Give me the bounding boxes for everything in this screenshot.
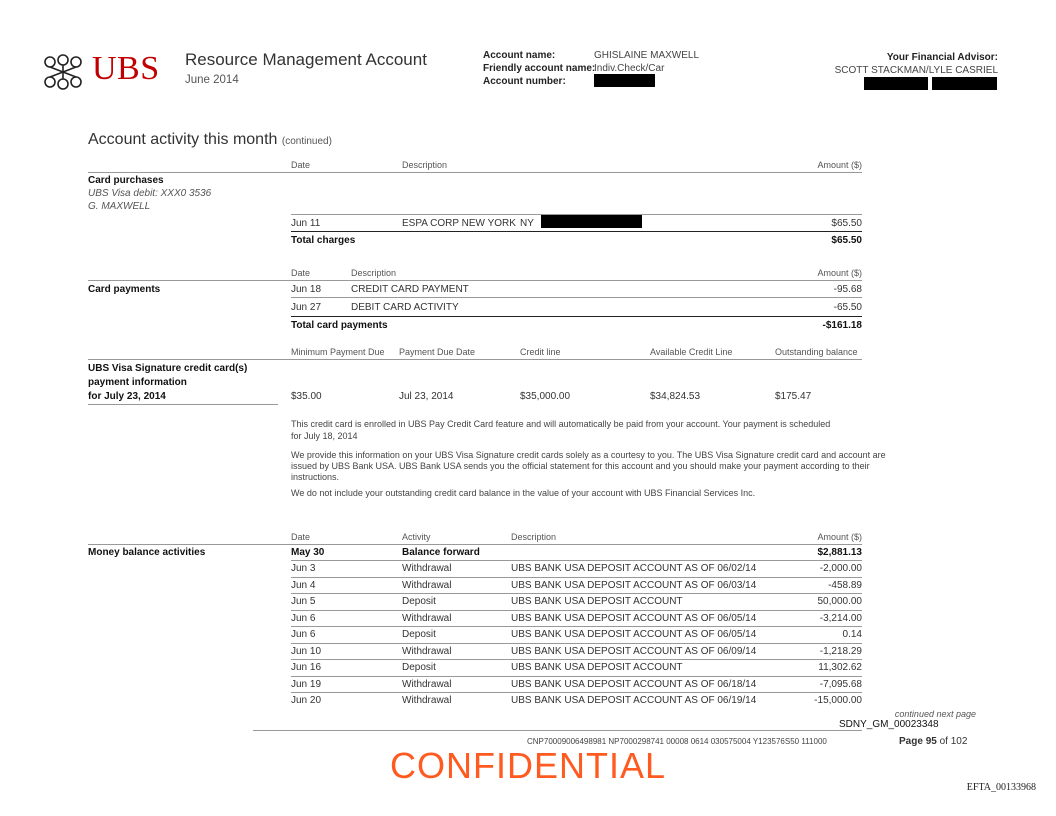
- table-row: Jun 27: [291, 302, 322, 313]
- cp-col-date: Date: [291, 160, 311, 170]
- table-row: Withdrawal: [402, 563, 452, 574]
- cp-col-amount: Amount ($): [817, 160, 862, 170]
- footer-rule: [253, 730, 862, 731]
- cp-row-redaction: [541, 215, 642, 228]
- table-row: -1,218.29: [819, 645, 862, 657]
- table-row: Withdrawal: [402, 579, 452, 591]
- account-name-value: GHISLAINE MAXWELL: [594, 50, 700, 61]
- page-word: Page: [899, 736, 923, 747]
- table-row: -458.89: [828, 579, 862, 591]
- advisor-value: SCOTT STACKMAN/LYLE CASRIEL: [834, 65, 998, 76]
- table-row: UBS BANK USA DEPOSIT ACCOUNT: [511, 596, 683, 607]
- visa-note-2c: instructions.: [291, 472, 340, 482]
- table-row: 0.14: [842, 629, 862, 640]
- table-row: DEBIT CARD ACTIVITY: [351, 302, 459, 313]
- statement-title: Resource Management Account: [185, 50, 427, 69]
- table-row: -95.68: [833, 284, 862, 295]
- table-row: Withdrawal: [402, 612, 452, 624]
- cp-row-amount: $65.50: [831, 218, 862, 229]
- pay-col-amount: Amount ($): [817, 268, 862, 278]
- table-row: Jun 6: [291, 629, 316, 640]
- section-continued: (continued): [281, 136, 332, 147]
- visa-note-1a: This credit card is enrolled in UBS Pay Credit Card feature and will automatically be paid from your account. Your payment is scheduled: [291, 419, 831, 429]
- visa-col-min: Minimum Payment Due: [291, 347, 385, 357]
- confidential-stamp: CONFIDENTIAL: [389, 745, 667, 786]
- table-row: UBS BANK USA DEPOSIT ACCOUNT AS OF 06/05/14: [511, 612, 757, 624]
- ubs-logo-text: UBS: [92, 50, 160, 87]
- table-row: Jun 16: [291, 662, 322, 673]
- mb-forward-activity: Balance forward: [402, 547, 480, 558]
- table-row: UBS BANK USA DEPOSIT ACCOUNT AS OF 06/18/14: [511, 678, 757, 690]
- cp-total-rule: [291, 231, 862, 232]
- continued-next-page: continued next page: [894, 709, 976, 719]
- table-row: UBS BANK USA DEPOSIT ACCOUNT AS OF 06/03/14: [511, 579, 757, 591]
- table-row: Withdrawal: [402, 695, 452, 706]
- table-row: UBS BANK USA DEPOSIT ACCOUNT AS OF 06/09/14: [511, 645, 757, 657]
- mb-forward-amount: $2,881.13: [817, 547, 862, 558]
- table-row: Deposit: [402, 629, 436, 640]
- pay-row-rule: [291, 297, 862, 298]
- table-row: Withdrawal: [402, 678, 452, 690]
- mb-row-rule: [291, 560, 862, 561]
- cardholder-name: G. MAXWELL: [88, 201, 151, 212]
- visa-col-due: Payment Due Date: [399, 347, 476, 357]
- mb-row-rule: [291, 577, 862, 578]
- visa-label-3: for July 23, 2014: [88, 391, 166, 402]
- advisor-redaction-1: [864, 77, 928, 90]
- visa-col-outstanding: Outstanding balance: [775, 347, 858, 357]
- efta-number: EFTA_00133968: [966, 782, 1036, 793]
- bates-number: SDNY_GM_00023348: [839, 719, 939, 730]
- account-number-redaction: [594, 74, 655, 87]
- card-payments-label: Card payments: [88, 284, 161, 295]
- table-row: Jun 20: [291, 695, 322, 706]
- cp-header-rule: [88, 172, 862, 173]
- table-row: UBS BANK USA DEPOSIT ACCOUNT AS OF 06/19/14: [511, 695, 757, 706]
- visa-outstanding-value: $175.47: [775, 391, 812, 402]
- table-row: Jun 18: [291, 284, 322, 295]
- footer-code: CNP70009006498981 NP7000298741 00008 0614 030575004 Y123576S50 111000: [527, 737, 827, 746]
- mb-row-rule: [291, 692, 862, 693]
- section-title: [88, 131, 332, 149]
- table-row: Jun 4: [291, 579, 316, 591]
- cp-col-description: Description: [402, 160, 448, 170]
- statement-period: June 2014: [185, 74, 239, 86]
- table-row: Jun 3: [291, 563, 316, 574]
- visa-label-2: payment information: [88, 377, 187, 388]
- mb-col-description: Description: [511, 532, 557, 542]
- table-row: -7,095.68: [819, 678, 862, 690]
- visa-note-2a: We provide this information on your UBS Visa Signature credit cards solely as a courtesy to you. The UBS Visa Signature credit card and account are: [291, 450, 886, 460]
- visa-col-available: Available Credit Line: [650, 347, 733, 357]
- cp-total-label: Total charges: [291, 235, 356, 246]
- mb-row-rule: [291, 593, 862, 594]
- pay-total-label: Total card payments: [291, 320, 388, 331]
- table-row: UBS BANK USA DEPOSIT ACCOUNT: [511, 662, 683, 673]
- table-row: -2,000.00: [819, 563, 862, 574]
- pay-col-description: Description: [351, 268, 397, 278]
- table-row: -65.50: [833, 302, 862, 313]
- table-row: Deposit: [402, 596, 436, 607]
- advisor-redaction-2: [932, 77, 997, 90]
- visa-note-2b: issued by UBS Bank USA. UBS Bank USA sends you the official statement for this account and you should make your payment according to their: [291, 461, 870, 471]
- table-row: 50,000.00: [817, 596, 862, 607]
- mb-forward-date: May 30: [291, 547, 325, 558]
- table-row: Jun 19: [291, 678, 322, 690]
- visa-note-3: We do not include your outstanding credit card balance in the value of your account with UBS Financial Services Inc.: [291, 488, 756, 498]
- pay-header-rule: [88, 280, 862, 281]
- table-row: -15,000.00: [814, 695, 862, 706]
- mb-row-rule: [291, 610, 862, 611]
- card-line: UBS Visa debit: XXX0 3536: [88, 188, 212, 199]
- table-row: Withdrawal: [402, 645, 452, 657]
- mb-col-activity: Activity: [402, 532, 431, 542]
- mb-header-rule: [88, 544, 862, 545]
- mb-row-rule: [291, 676, 862, 677]
- mb-row-rule: [291, 626, 862, 627]
- pay-total-rule: [291, 316, 862, 317]
- mb-row-rule: [291, 659, 862, 660]
- ubs-keys-logo-icon: [38, 52, 88, 92]
- cp-row-state: NY: [520, 218, 534, 229]
- mb-col-date: Date: [291, 532, 311, 542]
- table-row: -3,214.00: [819, 612, 862, 624]
- page-number: 95: [925, 736, 937, 747]
- pay-col-date: Date: [291, 268, 311, 278]
- table-row: Jun 6: [291, 612, 316, 624]
- visa-note-1b: for July 18, 2014: [291, 431, 358, 441]
- visa-due-value: Jul 23, 2014: [399, 391, 454, 402]
- section-title-text: Account activity this month: [88, 131, 278, 148]
- cp-row-date: Jun 11: [291, 218, 321, 229]
- account-number-label: Account number:: [483, 76, 566, 87]
- table-row: UBS BANK USA DEPOSIT ACCOUNT AS OF 06/05/14: [511, 629, 757, 640]
- page-of: of 102: [939, 736, 968, 747]
- visa-col-credit: Credit line: [520, 347, 561, 357]
- visa-label-rule: [88, 404, 278, 405]
- visa-available-value: $34,824.53: [650, 391, 701, 402]
- friendly-name-value: Indiv.Check/Car: [594, 63, 665, 74]
- card-purchases-label: Card purchases: [88, 175, 164, 186]
- pay-total-value: -$161.18: [822, 320, 862, 331]
- money-balance-label: Money balance activities: [88, 547, 206, 558]
- table-row: Deposit: [402, 662, 436, 673]
- cp-total-value: $65.50: [831, 235, 862, 246]
- visa-header-rule: [88, 359, 862, 360]
- visa-label-1: UBS Visa Signature credit card(s): [88, 363, 248, 374]
- advisor-label: Your Financial Advisor:: [886, 52, 998, 63]
- table-row: CREDIT CARD PAYMENT: [351, 284, 469, 295]
- cp-row-merchant: ESPA CORP NEW YORK: [402, 218, 516, 229]
- mb-col-amount: Amount ($): [817, 532, 862, 542]
- account-name-label: Account name:: [483, 50, 556, 61]
- friendly-name-label: Friendly account name:: [483, 63, 596, 74]
- visa-min-value: $35.00: [291, 391, 322, 402]
- table-row: UBS BANK USA DEPOSIT ACCOUNT AS OF 06/02/14: [511, 563, 757, 574]
- visa-credit-value: $35,000.00: [520, 391, 571, 402]
- table-row: Jun 10: [291, 645, 322, 657]
- table-row: 11,302.62: [818, 662, 862, 673]
- mb-row-rule: [291, 643, 862, 644]
- table-row: Jun 5: [291, 596, 316, 607]
